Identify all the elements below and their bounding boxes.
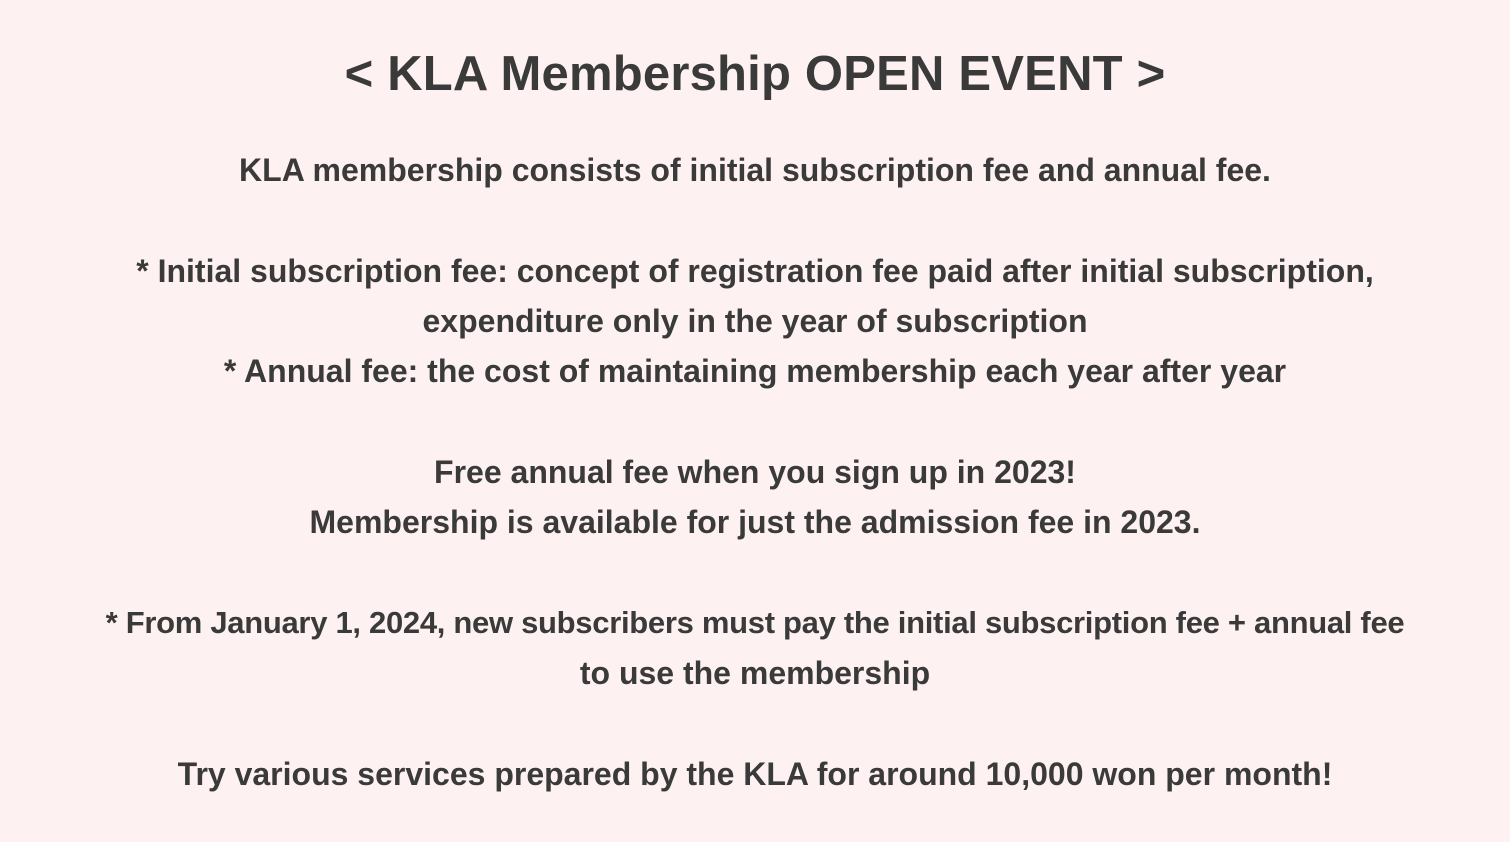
intro-text: KLA membership consists of initial subscription fee and annual fee. <box>239 152 1271 188</box>
initial-fee-definition-line2: expenditure only in the year of subscription <box>422 303 1088 339</box>
notice-line1: * From January 1, 2024, new subscribers must pay the initial subscription fee + annual fee <box>105 605 1405 640</box>
initial-fee-definition-line1: * Initial subscription fee: concept of registration fee paid after initial subscription, <box>136 253 1374 289</box>
page-title: < KLA Membership OPEN EVENT > <box>344 47 1166 101</box>
notice-line2: to use the membership <box>579 655 931 691</box>
annual-fee-definition: * Annual fee: the cost of maintaining membership each year after year <box>223 353 1287 389</box>
promotion-headline: Free annual fee when you sign up in 2023! <box>434 454 1076 490</box>
promotion-detail: Membership is available for just the admission fee in 2023. <box>309 504 1201 540</box>
closing-text: Try various services prepared by the KLA for around 10,000 won per month! <box>177 756 1333 792</box>
